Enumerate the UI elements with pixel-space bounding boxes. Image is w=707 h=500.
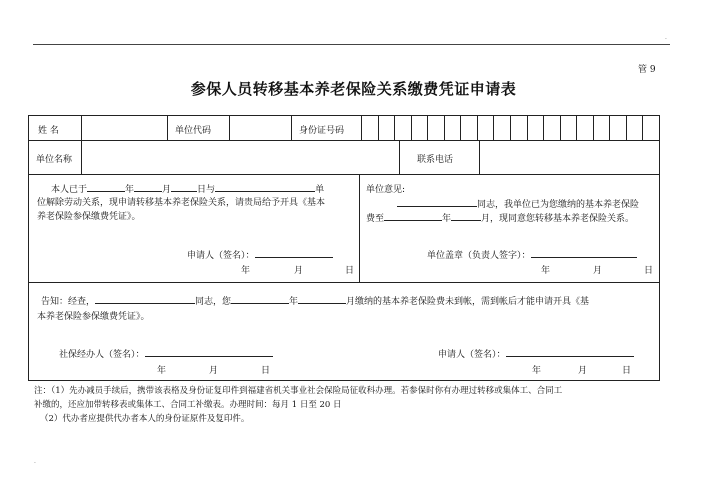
id-digit-cell[interactable] bbox=[493, 116, 510, 140]
handler-signature-line[interactable] bbox=[145, 347, 273, 357]
notice-applicant-signature-line[interactable] bbox=[506, 347, 634, 357]
notice-applicant-date-day: 日 bbox=[622, 366, 632, 376]
notice-line2: 本养老保险参保缴费凭证》。 bbox=[37, 312, 150, 322]
form-code: 管 9 bbox=[638, 65, 656, 75]
notice-applicant-date-year: 年 bbox=[532, 366, 542, 376]
corner-mark: . bbox=[34, 458, 36, 465]
row-divider bbox=[29, 282, 659, 283]
unit-date-day: 日 bbox=[644, 266, 654, 276]
applicant-signature-line[interactable] bbox=[255, 248, 333, 258]
notice-line1: 告知：经查， 同志，您 年 月缴纳的基本养老保险费未到帐，需到帐后才能申请开具《基 bbox=[41, 294, 589, 307]
applicant-statement-line3: 养老保险参保缴费凭证》。 bbox=[37, 212, 141, 222]
id-digit-cell[interactable] bbox=[361, 116, 378, 140]
footnote-2: （2）代办者应提供代办者本人的身份证原件及复印件。 bbox=[40, 414, 250, 424]
id-digit-cell[interactable] bbox=[560, 116, 577, 140]
section-divider bbox=[359, 174, 360, 282]
row-divider bbox=[29, 174, 659, 175]
applicant-date-day: 日 bbox=[345, 266, 355, 276]
id-number-label: 身份证号码 bbox=[299, 126, 345, 136]
unit-code-field[interactable] bbox=[231, 118, 289, 138]
cell-divider bbox=[167, 116, 168, 140]
unit-date-month: 月 bbox=[593, 266, 603, 276]
cell-divider bbox=[479, 140, 480, 174]
unit-code-label: 单位代码 bbox=[175, 126, 212, 136]
cell-divider bbox=[81, 116, 82, 140]
id-digit-cell[interactable] bbox=[626, 116, 643, 140]
phone-label: 联系电话 bbox=[417, 155, 454, 165]
id-digit-cell[interactable] bbox=[576, 116, 593, 140]
handler-date-month: 月 bbox=[209, 366, 219, 376]
unit-name-label: 单位名称 bbox=[36, 155, 73, 165]
unit-seal-line[interactable] bbox=[531, 248, 637, 258]
id-digit-cell[interactable] bbox=[427, 116, 444, 140]
unit-seal-signature: 单位盖章（负责人签字）： bbox=[427, 248, 637, 261]
id-digit-cell[interactable] bbox=[378, 116, 395, 140]
cell-divider bbox=[81, 140, 82, 174]
id-digit-cell[interactable] bbox=[527, 116, 544, 140]
notice-applicant-date-month: 月 bbox=[578, 366, 588, 376]
applicant-statement-line2: 位解除劳动关系，现申请转移基本养老保险关系，请贵局给予开具《基本 bbox=[37, 198, 326, 208]
id-digit-cell[interactable] bbox=[444, 116, 461, 140]
cell-divider bbox=[291, 116, 292, 140]
unit-name-field[interactable] bbox=[83, 142, 397, 172]
unit-opinion-line2: 费至 年 月，现同意您转移基本养老保险关系。 bbox=[366, 211, 634, 224]
notice-applicant-signature: 申请人（签名）： bbox=[438, 347, 634, 360]
id-digit-cell[interactable] bbox=[593, 116, 610, 140]
cell-divider bbox=[229, 116, 230, 140]
page-title: 参保人员转移基本养老保险关系缴费凭证申请表 bbox=[190, 80, 517, 98]
id-digit-cell[interactable] bbox=[642, 116, 659, 140]
unit-opinion-line1: 同志，我单位已为您缴纳的基本养老保险 bbox=[397, 197, 639, 210]
handler-signature: 社保经办人（签名）： bbox=[59, 347, 273, 360]
id-digit-cell[interactable] bbox=[510, 116, 527, 140]
row-divider bbox=[29, 140, 659, 141]
applicant-date-year: 年 bbox=[241, 266, 251, 276]
corner-mark: · bbox=[665, 36, 667, 43]
form-table bbox=[28, 115, 660, 381]
id-digit-cell[interactable] bbox=[609, 116, 626, 140]
phone-field[interactable] bbox=[481, 142, 657, 172]
id-digit-cell[interactable] bbox=[477, 116, 494, 140]
applicant-date-month: 月 bbox=[294, 266, 304, 276]
id-digit-cell[interactable] bbox=[394, 116, 411, 140]
footnote-1-line1: 注：（1）先办减员手续后，携带该表格及身份证复印件到福建省机关事业社会保险局征收科办理。若参保时你有办理过转移或集体工、合同工 bbox=[34, 386, 563, 396]
footnote-1-line2: 补缴的，还应加带转移表或集体工、合同工补缴表。办理时间：每月 1 日至 20 日 bbox=[34, 400, 342, 410]
id-digit-cell[interactable] bbox=[543, 116, 560, 140]
cell-divider bbox=[399, 140, 400, 174]
unit-date-year: 年 bbox=[541, 266, 551, 276]
name-label: 姓 名 bbox=[38, 126, 59, 136]
applicant-signature: 申请人（签名）： bbox=[187, 248, 333, 261]
top-rule bbox=[33, 44, 670, 45]
name-field[interactable] bbox=[83, 118, 166, 138]
id-digit-cell[interactable] bbox=[460, 116, 477, 140]
id-digit-cell[interactable] bbox=[411, 116, 428, 140]
handler-date-year: 年 bbox=[157, 366, 167, 376]
handler-date-day: 日 bbox=[261, 366, 271, 376]
unit-opinion-label: 单位意见: bbox=[366, 185, 406, 195]
applicant-statement-line1: 本人已于 年 月 日与 单 bbox=[51, 182, 324, 195]
